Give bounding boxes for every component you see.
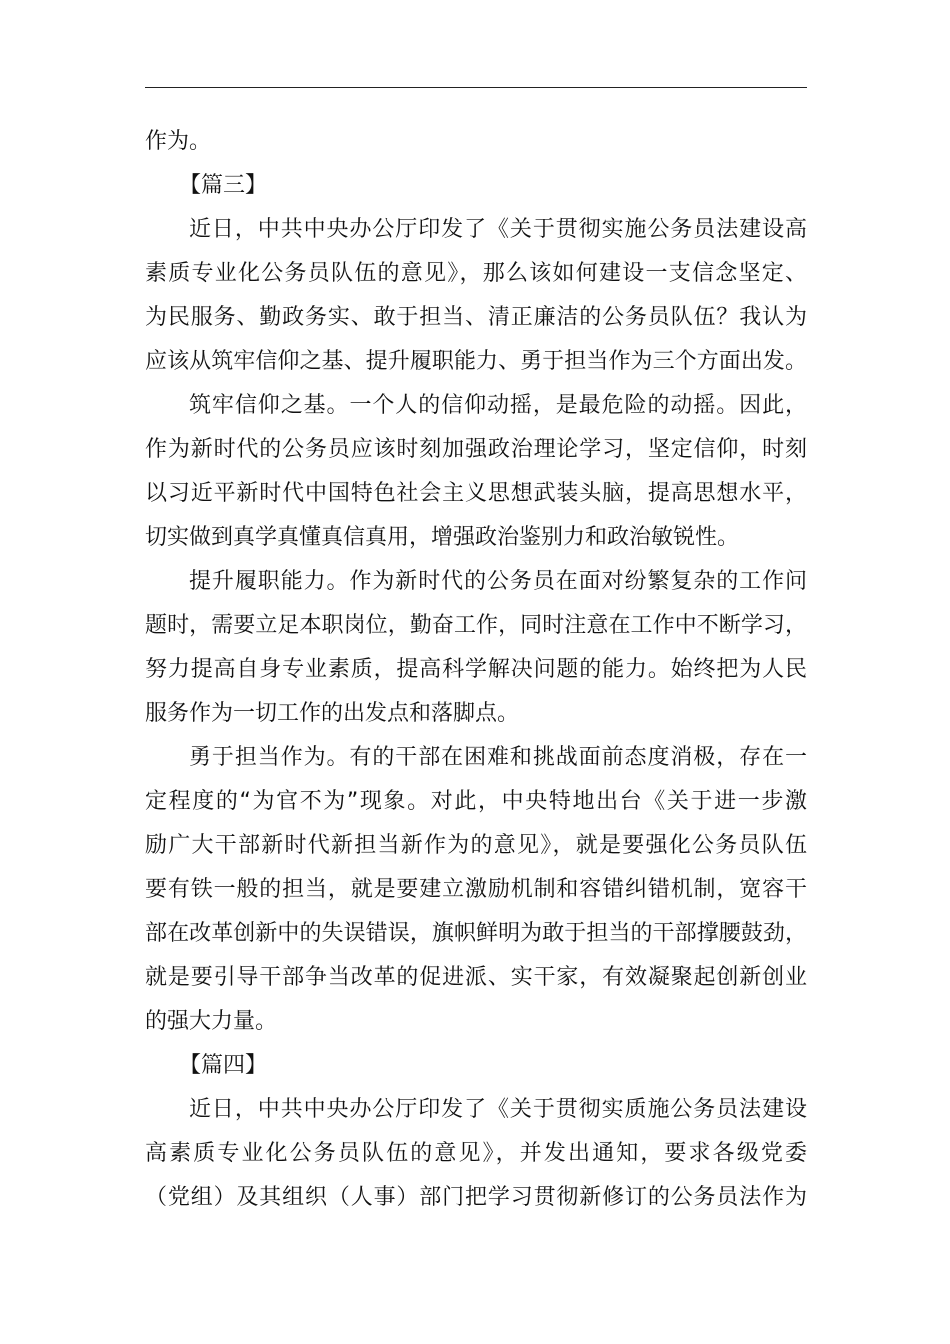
paragraph-line: 为民服务、勤政务实、敢于担当、清正廉洁的公务员队伍？我认为 — [145, 305, 807, 330]
paragraph-line: 部在改革创新中的失误错误，旗帜鲜明为敢于担当的干部撑腰鼓劲， — [145, 921, 807, 946]
paragraph-line: 的强大力量。 — [145, 1009, 278, 1034]
paragraph-line: 筑牢信仰之基。一个人的信仰动摇，是最危险的动摇。因此， — [189, 393, 807, 418]
paragraph-line: 题时，需要立足本职岗位，勤奋工作，同时注意在工作中不断学习， — [145, 613, 807, 638]
paragraph-line: 高素质专业化公务员队伍的意见》，并发出通知，要求各级党委 — [145, 1141, 807, 1166]
section-heading: 【篇三】 — [179, 173, 268, 198]
paragraph-line: （党组）及其组织（人事）部门把学习贯彻新修订的公务员法作为 — [145, 1185, 807, 1210]
section-heading: 【篇四】 — [179, 1053, 268, 1078]
paragraph-line: 作为。 — [145, 129, 212, 154]
paragraph-line: 素质专业化公务员队伍的意见》，那么该如何建设一支信念坚定、 — [145, 261, 807, 286]
paragraph-line: 以习近平新时代中国特色社会主义思想武装头脑，提高思想水平， — [145, 481, 807, 506]
paragraph-line: 勇于担当作为。有的干部在困难和挑战面前态度消极，存在一 — [189, 745, 807, 770]
document-body — [145, 120, 807, 1220]
paragraph-line: 切实做到真学真懂真信真用，增强政治鉴别力和政治敏锐性。 — [145, 525, 740, 550]
paragraph-line: 近日，中共中央办公厅印发了《关于贯彻实质施公务员法建设 — [189, 1097, 807, 1122]
paragraph-line: 近日，中共中央办公厅印发了《关于贯彻实施公务员法建设高 — [189, 217, 807, 242]
paragraph-line: 励广大干部新时代新担当新作为的意见》，就是要强化公务员队伍 — [145, 833, 807, 858]
paragraph-line: 作为新时代的公务员应该时刻加强政治理论学习，坚定信仰，时刻 — [145, 437, 807, 462]
paragraph-line: 提升履职能力。作为新时代的公务员在面对纷繁复杂的工作问 — [189, 569, 807, 594]
paragraph-line: 定程度的“为官不为”现象。对此，中央特地出台《关于进一步激 — [145, 789, 807, 814]
paragraph-line: 服务作为一切工作的出发点和落脚点。 — [145, 701, 520, 726]
paragraph-line: 应该从筑牢信仰之基、提升履职能力、勇于担当作为三个方面出发。 — [145, 349, 807, 374]
header-rule — [145, 87, 807, 88]
paragraph-line: 就是要引导干部争当改革的促进派、实干家，有效凝聚起创新创业 — [145, 965, 807, 990]
paragraph-line: 努力提高自身专业素质，提高科学解决问题的能力。始终把为人民 — [145, 657, 807, 682]
paragraph-line: 要有铁一般的担当，就是要建立激励机制和容错纠错机制，宽容干 — [145, 877, 807, 902]
